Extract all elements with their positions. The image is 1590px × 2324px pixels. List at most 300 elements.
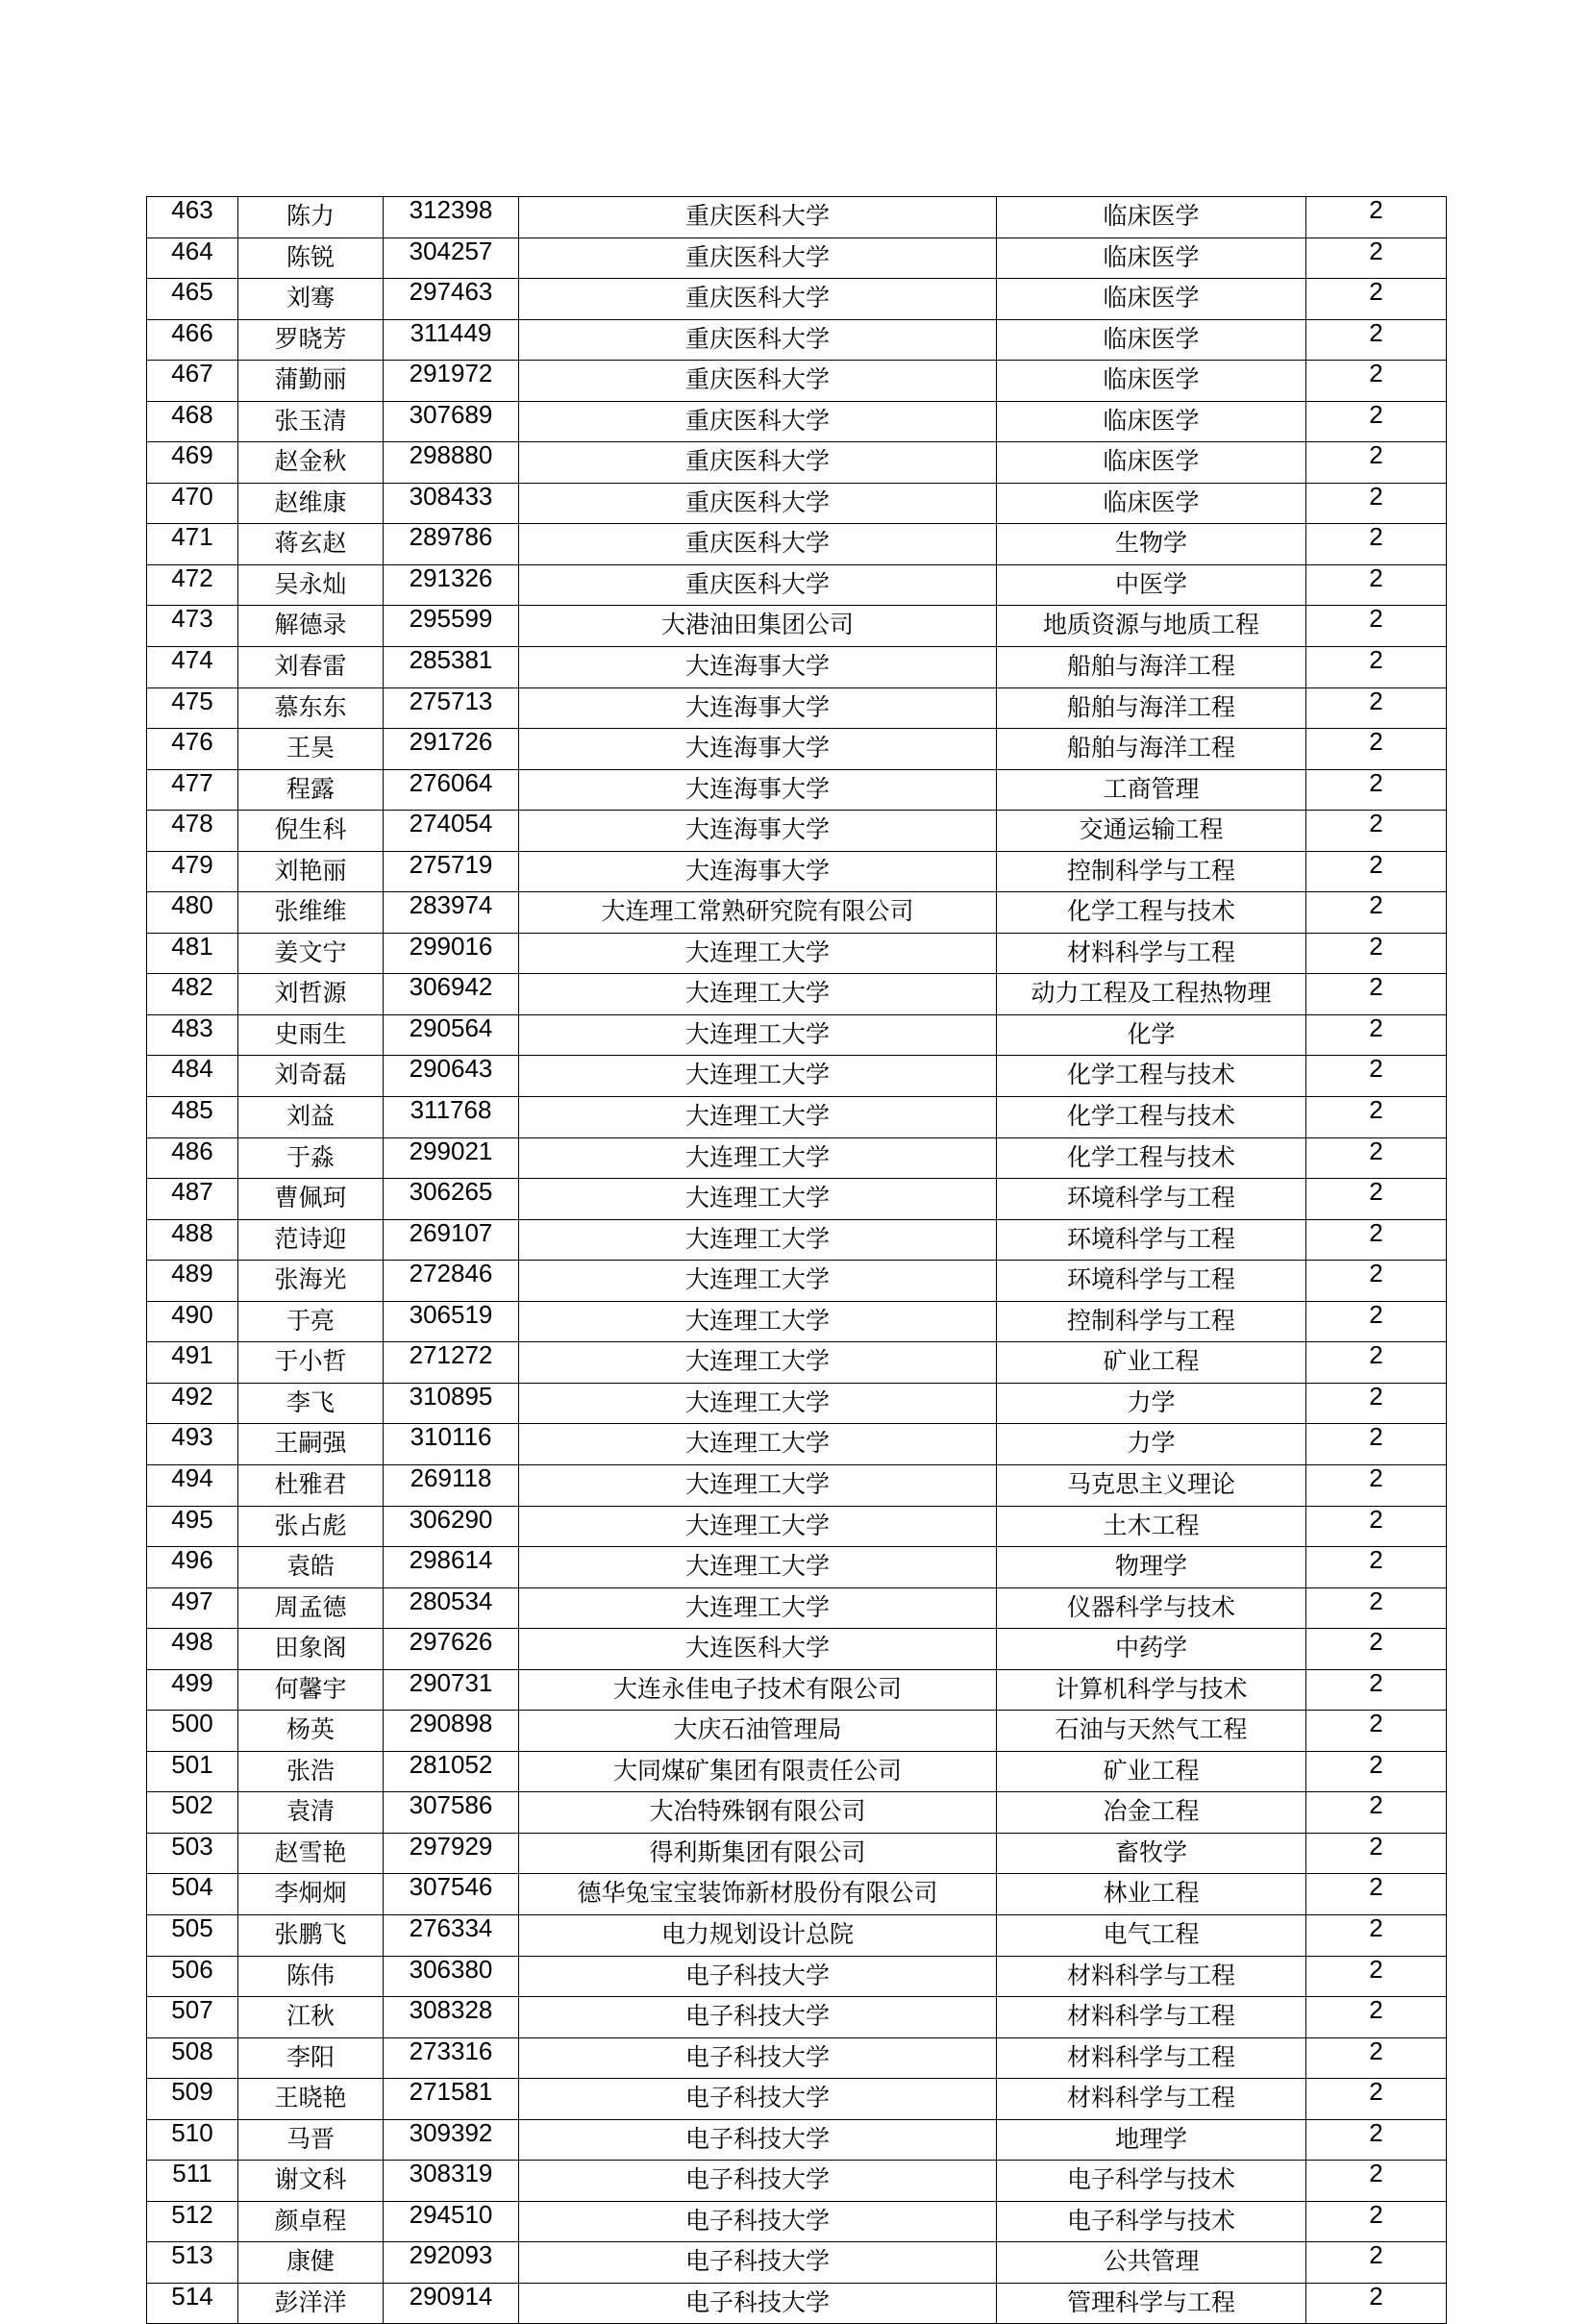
id-cell: 269118 <box>384 1464 519 1506</box>
name-cell: 田象阁 <box>238 1629 384 1670</box>
institution-cell: 电子科技大学 <box>519 2201 997 2242</box>
institution-cell: 重庆医科大学 <box>519 564 997 606</box>
name-cell: 赵维康 <box>238 483 384 524</box>
count-cell: 2 <box>1306 1464 1447 1506</box>
discipline-cell: 力学 <box>997 1383 1306 1424</box>
count-cell: 2 <box>1306 483 1447 524</box>
discipline-cell: 临床医学 <box>997 361 1306 402</box>
name-cell: 于亮 <box>238 1301 384 1342</box>
count-cell: 2 <box>1306 1669 1447 1711</box>
discipline-cell: 临床医学 <box>997 442 1306 484</box>
table-row <box>147 237 1447 279</box>
count-cell: 2 <box>1306 1751 1447 1792</box>
count-cell: 2 <box>1306 2242 1447 2284</box>
name-cell: 于小哲 <box>238 1342 384 1384</box>
row-index-cell: 492 <box>147 1383 238 1424</box>
row-index-cell: 475 <box>147 687 238 729</box>
name-cell: 张鹏飞 <box>238 1914 384 1956</box>
table-row <box>147 1301 1447 1342</box>
name-cell: 彭洋洋 <box>238 2283 384 2324</box>
id-cell: 271581 <box>384 2079 519 2120</box>
row-index-cell: 486 <box>147 1137 238 1179</box>
count-cell: 2 <box>1306 1179 1447 1220</box>
table-row <box>147 811 1447 852</box>
table-row <box>147 2119 1447 2161</box>
table-row <box>147 1179 1447 1220</box>
table-row <box>147 442 1447 484</box>
institution-cell: 大连永佳电子技术有限公司 <box>519 1669 997 1711</box>
id-cell: 310895 <box>384 1383 519 1424</box>
table-row <box>147 1751 1447 1792</box>
discipline-cell: 生物学 <box>997 524 1306 565</box>
row-index-cell: 468 <box>147 401 238 442</box>
table-row <box>147 1711 1447 1752</box>
institution-cell: 电子科技大学 <box>519 2161 997 2202</box>
name-cell: 赵金秋 <box>238 442 384 484</box>
name-cell: 刘艳丽 <box>238 851 384 892</box>
row-index-cell: 500 <box>147 1711 238 1752</box>
institution-cell: 大连理工大学 <box>519 1261 997 1302</box>
discipline-cell: 电子科学与技术 <box>997 2201 1306 2242</box>
table-row <box>147 1424 1447 1465</box>
id-cell: 299021 <box>384 1137 519 1179</box>
row-index-cell: 496 <box>147 1547 238 1588</box>
discipline-cell: 临床医学 <box>997 237 1306 279</box>
institution-cell: 重庆医科大学 <box>519 442 997 484</box>
table-row <box>147 1669 1447 1711</box>
row-index-cell: 514 <box>147 2283 238 2324</box>
count-cell: 2 <box>1306 2079 1447 2120</box>
count-cell: 2 <box>1306 1792 1447 1834</box>
institution-cell: 大连海事大学 <box>519 647 997 688</box>
table-row <box>147 892 1447 934</box>
discipline-cell: 环境科学与工程 <box>997 1179 1306 1220</box>
table-row <box>147 606 1447 647</box>
discipline-cell: 材料科学与工程 <box>997 2037 1306 2079</box>
id-cell: 291972 <box>384 361 519 402</box>
id-cell: 290898 <box>384 1711 519 1752</box>
count-cell: 2 <box>1306 1506 1447 1547</box>
discipline-cell: 临床医学 <box>997 279 1306 320</box>
row-index-cell: 476 <box>147 729 238 770</box>
count-cell: 2 <box>1306 237 1447 279</box>
id-cell: 308433 <box>384 483 519 524</box>
discipline-cell: 马克思主义理论 <box>997 1464 1306 1506</box>
row-index-cell: 505 <box>147 1914 238 1956</box>
table-row <box>147 2037 1447 2079</box>
name-cell: 罗晓芳 <box>238 319 384 361</box>
count-cell: 2 <box>1306 1956 1447 1997</box>
row-index-cell: 480 <box>147 892 238 934</box>
name-cell: 王昊 <box>238 729 384 770</box>
name-cell: 刘哲源 <box>238 974 384 1015</box>
institution-cell: 电子科技大学 <box>519 2242 997 2284</box>
row-index-cell: 498 <box>147 1629 238 1670</box>
institution-cell: 大连理工大学 <box>519 933 997 974</box>
institution-cell: 大连理工大学 <box>519 1219 997 1261</box>
table-row <box>147 2242 1447 2284</box>
count-cell: 2 <box>1306 1219 1447 1261</box>
id-cell: 269107 <box>384 1219 519 1261</box>
id-cell: 274054 <box>384 811 519 852</box>
id-cell: 275719 <box>384 851 519 892</box>
institution-cell: 重庆医科大学 <box>519 279 997 320</box>
institution-cell: 电子科技大学 <box>519 2037 997 2079</box>
row-index-cell: 510 <box>147 2119 238 2161</box>
name-cell: 解德录 <box>238 606 384 647</box>
table-row <box>147 319 1447 361</box>
table-row <box>147 1014 1447 1056</box>
discipline-cell: 化学工程与技术 <box>997 1137 1306 1179</box>
id-cell: 306519 <box>384 1301 519 1342</box>
count-cell: 2 <box>1306 729 1447 770</box>
name-cell: 江秋 <box>238 1997 384 2038</box>
table-row <box>147 1547 1447 1588</box>
count-cell: 2 <box>1306 2037 1447 2079</box>
name-cell: 张玉清 <box>238 401 384 442</box>
institution-cell: 大连理工大学 <box>519 1179 997 1220</box>
institution-cell: 重庆医科大学 <box>519 401 997 442</box>
discipline-cell: 力学 <box>997 1424 1306 1465</box>
discipline-cell: 地理学 <box>997 2119 1306 2161</box>
table-row <box>147 1137 1447 1179</box>
name-cell: 倪生科 <box>238 811 384 852</box>
name-cell: 刘骞 <box>238 279 384 320</box>
id-cell: 306942 <box>384 974 519 1015</box>
institution-cell: 大连理工大学 <box>519 1097 997 1138</box>
name-cell: 姜文宁 <box>238 933 384 974</box>
institution-cell: 大连海事大学 <box>519 769 997 811</box>
row-index-cell: 506 <box>147 1956 238 1997</box>
table-row <box>147 361 1447 402</box>
row-index-cell: 477 <box>147 769 238 811</box>
id-cell: 281052 <box>384 1751 519 1792</box>
table-row <box>147 1587 1447 1629</box>
table-row <box>147 401 1447 442</box>
institution-cell: 电子科技大学 <box>519 2079 997 2120</box>
name-cell: 于淼 <box>238 1137 384 1179</box>
row-index-cell: 479 <box>147 851 238 892</box>
discipline-cell: 电子科学与技术 <box>997 2161 1306 2202</box>
institution-cell: 大连理工大学 <box>519 1137 997 1179</box>
institution-cell: 重庆医科大学 <box>519 319 997 361</box>
row-index-cell: 491 <box>147 1342 238 1384</box>
count-cell: 2 <box>1306 974 1447 1015</box>
institution-cell: 大连理工大学 <box>519 1506 997 1547</box>
count-cell: 2 <box>1306 1261 1447 1302</box>
row-index-cell: 508 <box>147 2037 238 2079</box>
table-row <box>147 729 1447 770</box>
row-index-cell: 493 <box>147 1424 238 1465</box>
table-row <box>147 197 1447 238</box>
count-cell: 2 <box>1306 851 1447 892</box>
row-index-cell: 495 <box>147 1506 238 1547</box>
institution-cell: 大连理工大学 <box>519 1342 997 1384</box>
row-index-cell: 513 <box>147 2242 238 2284</box>
row-index-cell: 483 <box>147 1014 238 1056</box>
row-index-cell: 471 <box>147 524 238 565</box>
institution-cell: 重庆医科大学 <box>519 524 997 565</box>
discipline-cell: 矿业工程 <box>997 1342 1306 1384</box>
id-cell: 271272 <box>384 1342 519 1384</box>
discipline-cell: 材料科学与工程 <box>997 2079 1306 2120</box>
row-index-cell: 504 <box>147 1874 238 1915</box>
id-cell: 272846 <box>384 1261 519 1302</box>
row-index-cell: 489 <box>147 1261 238 1302</box>
id-cell: 310116 <box>384 1424 519 1465</box>
id-cell: 308319 <box>384 2161 519 2202</box>
discipline-cell: 畜牧学 <box>997 1833 1306 1874</box>
name-cell: 程露 <box>238 769 384 811</box>
id-cell: 306290 <box>384 1506 519 1547</box>
row-index-cell: 503 <box>147 1833 238 1874</box>
discipline-cell: 土木工程 <box>997 1506 1306 1547</box>
id-cell: 275713 <box>384 687 519 729</box>
count-cell: 2 <box>1306 361 1447 402</box>
count-cell: 2 <box>1306 1547 1447 1588</box>
discipline-cell: 化学工程与技术 <box>997 1056 1306 1097</box>
discipline-cell: 临床医学 <box>997 197 1306 238</box>
name-cell: 陈伟 <box>238 1956 384 1997</box>
row-index-cell: 507 <box>147 1997 238 2038</box>
name-cell: 史雨生 <box>238 1014 384 1056</box>
count-cell: 2 <box>1306 279 1447 320</box>
discipline-cell: 中药学 <box>997 1629 1306 1670</box>
institution-cell: 电子科技大学 <box>519 1956 997 1997</box>
table-row <box>147 933 1447 974</box>
row-index-cell: 472 <box>147 564 238 606</box>
row-index-cell: 511 <box>147 2161 238 2202</box>
discipline-cell: 化学 <box>997 1014 1306 1056</box>
institution-cell: 大庆石油管理局 <box>519 1711 997 1752</box>
count-cell: 2 <box>1306 1914 1447 1956</box>
id-cell: 285381 <box>384 647 519 688</box>
discipline-cell: 仪器科学与技术 <box>997 1587 1306 1629</box>
name-cell: 周孟德 <box>238 1587 384 1629</box>
discipline-cell: 矿业工程 <box>997 1751 1306 1792</box>
row-index-cell: 478 <box>147 811 238 852</box>
name-cell: 康健 <box>238 2242 384 2284</box>
institution-cell: 大连理工大学 <box>519 1464 997 1506</box>
table-row <box>147 974 1447 1015</box>
count-cell: 2 <box>1306 687 1447 729</box>
count-cell: 2 <box>1306 1056 1447 1097</box>
count-cell: 2 <box>1306 892 1447 934</box>
institution-cell: 大同煤矿集团有限责任公司 <box>519 1751 997 1792</box>
table-row <box>147 851 1447 892</box>
row-index-cell: 485 <box>147 1097 238 1138</box>
count-cell: 2 <box>1306 1833 1447 1874</box>
discipline-cell: 物理学 <box>997 1547 1306 1588</box>
count-cell: 2 <box>1306 1342 1447 1384</box>
count-cell: 2 <box>1306 2283 1447 2324</box>
discipline-cell: 地质资源与地质工程 <box>997 606 1306 647</box>
name-cell: 李阳 <box>238 2037 384 2079</box>
id-cell: 290914 <box>384 2283 519 2324</box>
id-cell: 294510 <box>384 2201 519 2242</box>
institution-cell: 大连理工大学 <box>519 1301 997 1342</box>
id-cell: 289786 <box>384 524 519 565</box>
discipline-cell: 环境科学与工程 <box>997 1261 1306 1302</box>
count-cell: 2 <box>1306 933 1447 974</box>
name-cell: 蒋玄赵 <box>238 524 384 565</box>
id-cell: 291726 <box>384 729 519 770</box>
discipline-cell: 工商管理 <box>997 769 1306 811</box>
id-cell: 311449 <box>384 319 519 361</box>
count-cell: 2 <box>1306 1424 1447 1465</box>
institution-cell: 电子科技大学 <box>519 2283 997 2324</box>
row-index-cell: 473 <box>147 606 238 647</box>
table-row <box>147 769 1447 811</box>
id-cell: 297626 <box>384 1629 519 1670</box>
id-cell: 273316 <box>384 2037 519 2079</box>
roster-body <box>147 197 1447 2324</box>
count-cell: 2 <box>1306 1629 1447 1670</box>
id-cell: 276064 <box>384 769 519 811</box>
count-cell: 2 <box>1306 442 1447 484</box>
table-row <box>147 1956 1447 1997</box>
table-row <box>147 1383 1447 1424</box>
id-cell: 291326 <box>384 564 519 606</box>
id-cell: 307689 <box>384 401 519 442</box>
row-index-cell: 465 <box>147 279 238 320</box>
count-cell: 2 <box>1306 1587 1447 1629</box>
discipline-cell: 控制科学与工程 <box>997 1301 1306 1342</box>
institution-cell: 大连海事大学 <box>519 851 997 892</box>
row-index-cell: 502 <box>147 1792 238 1834</box>
row-index-cell: 464 <box>147 237 238 279</box>
count-cell: 2 <box>1306 1874 1447 1915</box>
id-cell: 295599 <box>384 606 519 647</box>
discipline-cell: 化学工程与技术 <box>997 892 1306 934</box>
table-row <box>147 2079 1447 2120</box>
count-cell: 2 <box>1306 1383 1447 1424</box>
row-index-cell: 487 <box>147 1179 238 1220</box>
row-index-cell: 497 <box>147 1587 238 1629</box>
row-index-cell: 484 <box>147 1056 238 1097</box>
table-row <box>147 2161 1447 2202</box>
name-cell: 马晋 <box>238 2119 384 2161</box>
id-cell: 307546 <box>384 1874 519 1915</box>
institution-cell: 大连海事大学 <box>519 811 997 852</box>
id-cell: 304257 <box>384 237 519 279</box>
id-cell: 280534 <box>384 1587 519 1629</box>
name-cell: 刘奇磊 <box>238 1056 384 1097</box>
institution-cell: 电力规划设计总院 <box>519 1914 997 1956</box>
row-index-cell: 499 <box>147 1669 238 1711</box>
name-cell: 慕东东 <box>238 687 384 729</box>
id-cell: 306265 <box>384 1179 519 1220</box>
count-cell: 2 <box>1306 197 1447 238</box>
id-cell: 297463 <box>384 279 519 320</box>
name-cell: 李炯炯 <box>238 1874 384 1915</box>
count-cell: 2 <box>1306 1137 1447 1179</box>
id-cell: 299016 <box>384 933 519 974</box>
row-index-cell: 494 <box>147 1464 238 1506</box>
count-cell: 2 <box>1306 401 1447 442</box>
institution-cell: 大连海事大学 <box>519 729 997 770</box>
count-cell: 2 <box>1306 1997 1447 2038</box>
name-cell: 吴永灿 <box>238 564 384 606</box>
id-cell: 290564 <box>384 1014 519 1056</box>
table-row <box>147 1342 1447 1384</box>
id-cell: 290731 <box>384 1669 519 1711</box>
discipline-cell: 公共管理 <box>997 2242 1306 2284</box>
table-row <box>147 1997 1447 2038</box>
institution-cell: 得利斯集团有限公司 <box>519 1833 997 1874</box>
row-index-cell: 474 <box>147 647 238 688</box>
id-cell: 311768 <box>384 1097 519 1138</box>
institution-cell: 大连理工大学 <box>519 1587 997 1629</box>
institution-cell: 大连理工大学 <box>519 1424 997 1465</box>
name-cell: 刘春雷 <box>238 647 384 688</box>
row-index-cell: 481 <box>147 933 238 974</box>
table-row <box>147 2283 1447 2324</box>
institution-cell: 电子科技大学 <box>519 2119 997 2161</box>
id-cell: 309392 <box>384 2119 519 2161</box>
count-cell: 2 <box>1306 2201 1447 2242</box>
name-cell: 陈力 <box>238 197 384 238</box>
table-row <box>147 1464 1447 1506</box>
row-index-cell: 470 <box>147 483 238 524</box>
discipline-cell: 临床医学 <box>997 319 1306 361</box>
discipline-cell: 林业工程 <box>997 1874 1306 1915</box>
id-cell: 312398 <box>384 197 519 238</box>
count-cell: 2 <box>1306 811 1447 852</box>
discipline-cell: 材料科学与工程 <box>997 1956 1306 1997</box>
discipline-cell: 动力工程及工程热物理 <box>997 974 1306 1015</box>
row-index-cell: 467 <box>147 361 238 402</box>
row-index-cell: 463 <box>147 197 238 238</box>
institution-cell: 大冶特殊钢有限公司 <box>519 1792 997 1834</box>
name-cell: 王晓艳 <box>238 2079 384 2120</box>
name-cell: 陈锐 <box>238 237 384 279</box>
table-row <box>147 1219 1447 1261</box>
name-cell: 袁皓 <box>238 1547 384 1588</box>
count-cell: 2 <box>1306 524 1447 565</box>
count-cell: 2 <box>1306 319 1447 361</box>
row-index-cell: 466 <box>147 319 238 361</box>
institution-cell: 重庆医科大学 <box>519 483 997 524</box>
institution-cell: 重庆医科大学 <box>519 361 997 402</box>
id-cell: 292093 <box>384 2242 519 2284</box>
row-index-cell: 490 <box>147 1301 238 1342</box>
discipline-cell: 临床医学 <box>997 483 1306 524</box>
row-index-cell: 509 <box>147 2079 238 2120</box>
id-cell: 297929 <box>384 1833 519 1874</box>
name-cell: 袁清 <box>238 1792 384 1834</box>
row-index-cell: 512 <box>147 2201 238 2242</box>
table-row <box>147 1792 1447 1834</box>
id-cell: 306380 <box>384 1956 519 1997</box>
row-index-cell: 469 <box>147 442 238 484</box>
name-cell: 赵雪艳 <box>238 1833 384 1874</box>
name-cell: 张海光 <box>238 1261 384 1302</box>
discipline-cell: 材料科学与工程 <box>997 933 1306 974</box>
institution-cell: 重庆医科大学 <box>519 237 997 279</box>
institution-cell: 重庆医科大学 <box>519 197 997 238</box>
count-cell: 2 <box>1306 2119 1447 2161</box>
table-row <box>147 1261 1447 1302</box>
institution-cell: 大连理工常熟研究院有限公司 <box>519 892 997 934</box>
table-row <box>147 1874 1447 1915</box>
roster-table <box>146 196 1447 2324</box>
discipline-cell: 电气工程 <box>997 1914 1306 1956</box>
discipline-cell: 中医学 <box>997 564 1306 606</box>
name-cell: 李飞 <box>238 1383 384 1424</box>
name-cell: 谢文科 <box>238 2161 384 2202</box>
count-cell: 2 <box>1306 1097 1447 1138</box>
